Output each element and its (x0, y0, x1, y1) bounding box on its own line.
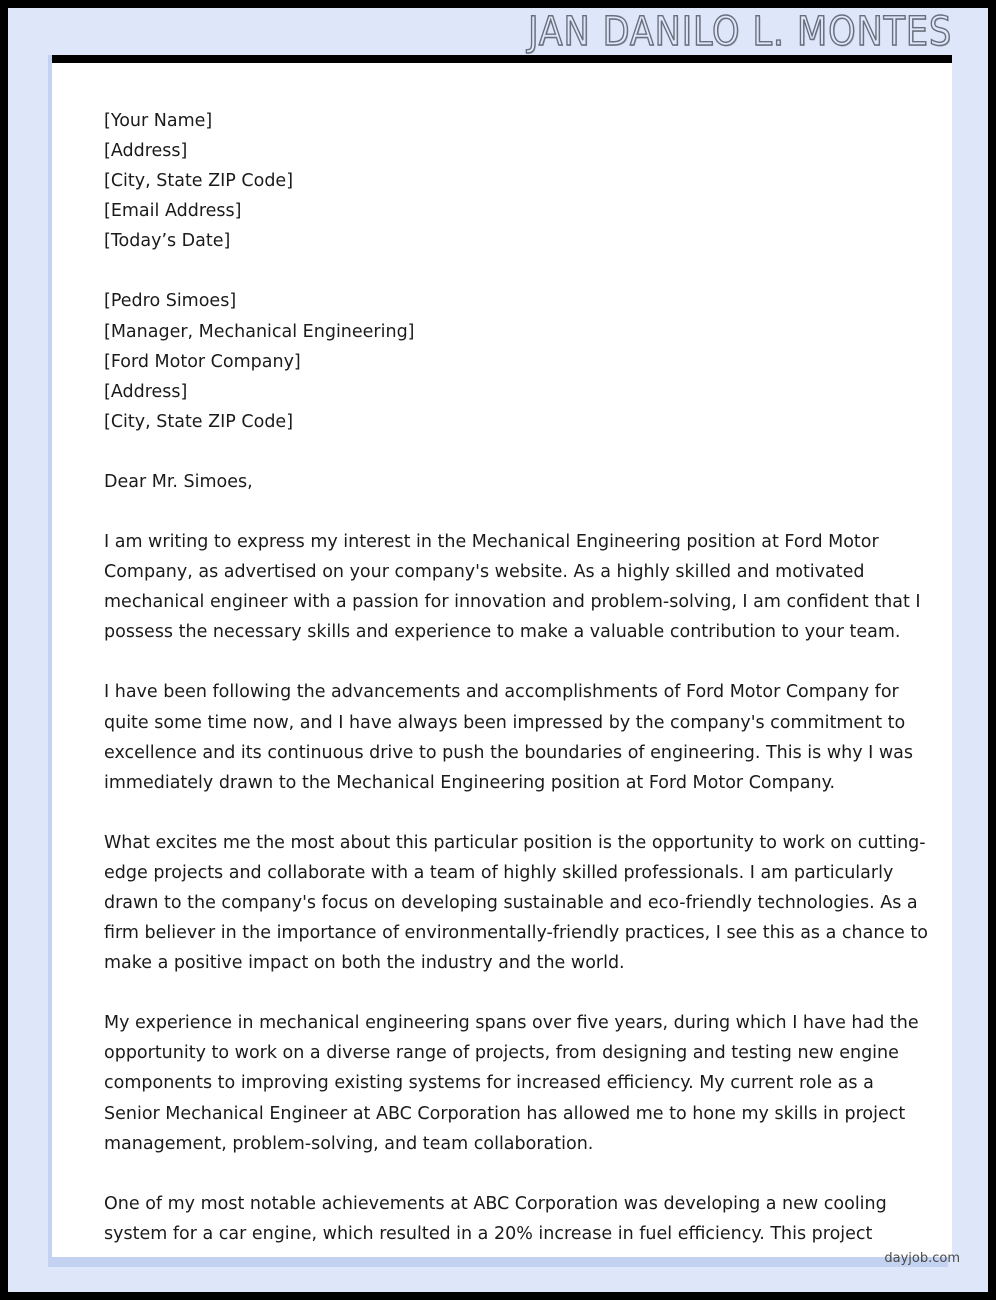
recipient-line: [Ford Motor Company] (104, 351, 301, 372)
sender-address-block (104, 106, 932, 256)
recipient-line: [Address] (104, 381, 188, 402)
page-title: JAN DANILO L. MONTES (528, 9, 952, 55)
recipient-line: [Manager, Mechanical Engineering] (104, 321, 415, 342)
source-watermark: dayjob.com (884, 1251, 960, 1266)
sender-line: [Email Address] (104, 201, 242, 222)
recipient-address-block (104, 286, 932, 436)
body-paragraph: My experience in mechanical engineering spans over five years, during which I have had the opportunity to work on a diverse range of projects, from designing and testing new engine components to improving existing systems for increased efficiency. My current role as a Senior Mechanical Engineer at ABC Corporation has allowed me to hone my skills in project management, problem-solving, and team collaboration. (104, 1013, 919, 1154)
letter-body (52, 63, 952, 1292)
document-canvas (8, 8, 988, 1292)
body-paragraph: What excites me the most about this particular position is the opportunity to work on cutting-edge projects and collaborate with a team of highly skilled professionals. I am particularly drawn to the company's focus on developing sustainable and eco-friendly technologies. As a firm believer in the importance of environmentally-friendly practices, I see this as a chance to make a positive impact on both the industry and the world. (104, 832, 928, 974)
body-paragraph: I am writing to express my interest in the Mechanical Engineering position at Ford Motor Company, as advertised on your company's website. As a highly skilled and motivated mechanical engineer with a passion for innovation and problem-solving, I am confident that I possess the necessary skills and experience to make a valuable contribution to your team. (104, 532, 921, 643)
salutation: Dear Mr. Simoes, (104, 471, 253, 492)
sender-line: [Today’s Date] (104, 231, 231, 252)
spacer (104, 497, 932, 527)
spacer (104, 256, 932, 286)
sender-line: [City, State ZIP Code] (104, 171, 294, 192)
spacer (104, 437, 932, 467)
body-paragraph: One of my most notable achievements at ABC Corporation was developing a new cooling system for a car engine, which resulted in a 20% increase in fuel efficiency. This project (104, 1193, 887, 1244)
sender-line: [Address] (104, 141, 188, 162)
recipient-line: [City, State ZIP Code] (104, 411, 294, 432)
body-paragraph: I have been following the advancements and accomplishments of Ford Motor Company for quite some time now, and I have always been impressed by the company's commitment to excellence and its continuous drive to push the boundaries of engineering. This is why I was immediately drawn to the Mechanical Engineering position at Ford Motor Company. (104, 682, 914, 793)
page-top-rule (52, 55, 952, 63)
document-header-band (8, 8, 988, 56)
sender-line: [Your Name] (104, 111, 213, 131)
recipient-line: [Pedro Simoes] (104, 291, 237, 312)
